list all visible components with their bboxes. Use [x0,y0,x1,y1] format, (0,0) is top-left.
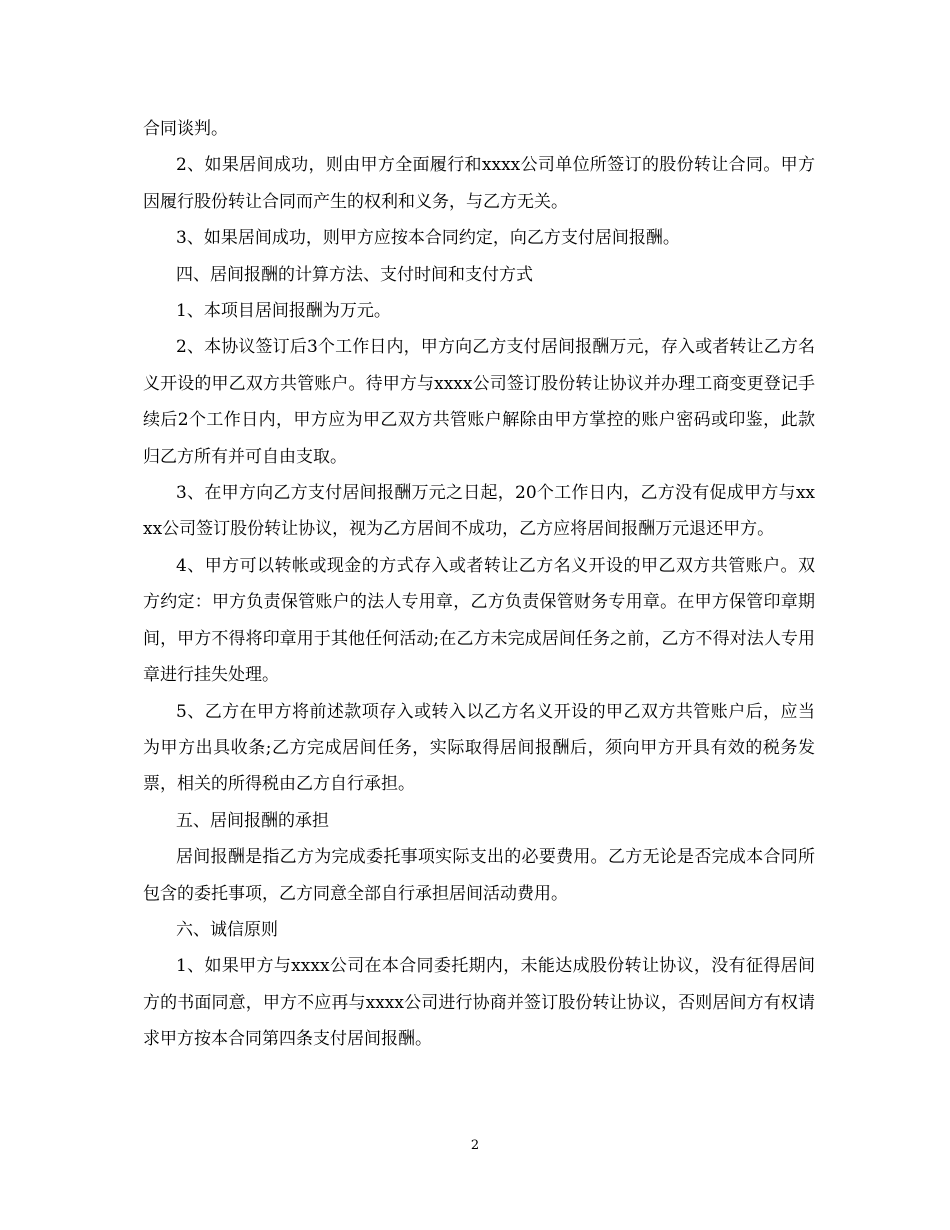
paragraph-account-seals: 4、甲方可以转帐或现金的方式存入或者转让乙方名义开设的甲乙双方共管账户。双方约定：甲方负责保管账户的法人专用章，乙方负责保管财务专用章。在甲方保管印章期间，甲方不得将印章用于其他任何活动;在乙方未完成居间任务之前，乙方不得对法人专用章进行挂失处理。 [143,555,815,686]
section-heading-5: 五、居间报酬的承担 [176,810,329,831]
section-heading-4: 四、居间报酬的计算方法、支付时间和支付方式 [176,264,533,285]
paragraph-refund-clause: 3、在甲方向乙方支付居间报酬万元之日起，20个工作日内，乙方没有促成甲方与xxxx公司签订股份转让协议，视为乙方居间不成功，乙方应将居间报酬万元退还甲方。 [143,483,815,540]
document-body [143,111,815,1058]
paragraph-remuneration-amount: 1、本项目居间报酬为万元。 [176,301,391,322]
page-number: 2 [470,1138,480,1153]
paragraph-payment-schedule: 2、本协议签订后3个工作日内，甲方向乙方支付居间报酬万元，存入或者转让乙方名义开设的甲乙双方共管账户。待甲方与xxxx公司签订股份转让协议并办理工商变更登记手续后2个工作日内，甲方应为甲乙双方共管账户解除由甲方掌控的账户密码或印鉴，此款归乙方所有并可自由支取。 [143,337,815,467]
paragraph-receipt-invoice: 5、乙方在甲方将前述款项存入或转入以乙方名义开设的甲乙双方共管账户后，应当为甲方出具收条;乙方完成居间任务，实际取得居间报酬后，须向甲方开具有效的税务发票，相关的所得税由乙方自行承担。 [143,701,815,795]
paragraph-remuneration-definition: 居间报酬是指乙方为完成委托事项实际支出的必要费用。乙方无论是否完成本合同所包含的委托事项，乙方同意全部自行承担居间活动费用。 [143,847,815,904]
paragraph-good-faith-clause: 1、如果甲方与xxxx公司在本合同委托期内，未能达成股份转让协议，没有征得居间方的书面同意，甲方不应再与xxxx公司进行协商并签订股份转让协议，否则居间方有权请求甲方按本合同第四条支付居间报酬。 [143,956,815,1050]
paragraph-clause-3-payment: 3、如果居间成功，则甲方应按本合同约定，向乙方支付居间报酬。 [176,228,680,249]
paragraph-clause-2-performance: 2、如果居间成功，则由甲方全面履行和xxxx公司单位所签订的股份转让合同。甲方因履行股份转让合同而产生的权利和义务，与乙方无关。 [143,155,815,212]
section-heading-6: 六、诚信原则 [176,919,278,940]
paragraph-contract-negotiation: 合同谈判。 [143,119,228,139]
